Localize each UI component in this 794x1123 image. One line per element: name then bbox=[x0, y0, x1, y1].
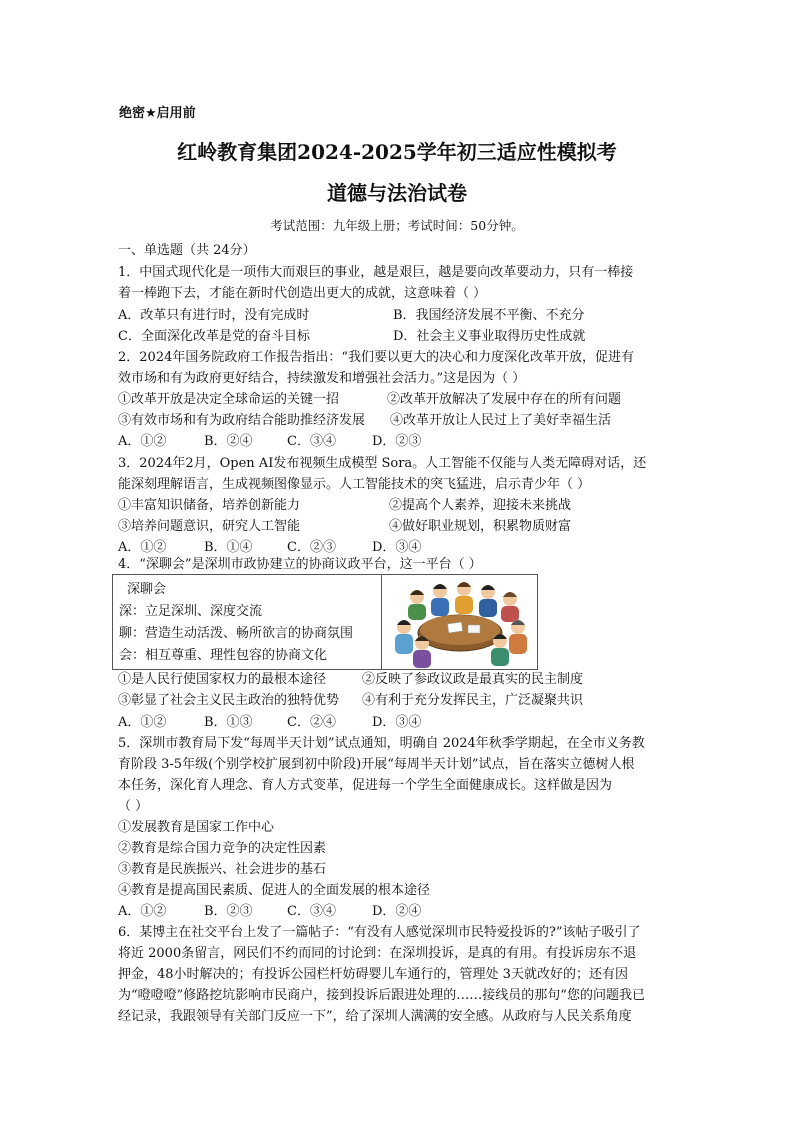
info-box-line-shen: 深：立足深圳、深度交流 bbox=[119, 604, 263, 619]
q3-stem-line1: 3．2024年2月，Open AI发布视频生成模型 Sora。人工智能不仅能与人类无障碍对话，还 bbox=[118, 456, 647, 471]
q3-statement-2: ②提高个人素养，迎接未来挑战 bbox=[389, 498, 572, 513]
q4-statement-2: ②反映了参政议政是最真实的民主制度 bbox=[362, 672, 584, 687]
info-box-text-cell bbox=[113, 575, 382, 669]
q2-statement-2: ②改革开放解决了发展中存在的所有问题 bbox=[387, 392, 622, 407]
q5-statement-3: ③教育是民族振兴、社会进步的基石 bbox=[118, 862, 327, 877]
q5-option-a: A．①② bbox=[118, 904, 167, 919]
secret-mark: 绝密★启用前 bbox=[119, 106, 196, 121]
q5-stem-line1: 5．深圳市教育局下发“每周半天计划”试点通知，明确自 2024年秋季学期起，在全市义务教 bbox=[118, 736, 645, 751]
q1-option-a: A．改革只有进行时，没有完成时 bbox=[118, 308, 310, 323]
q5-stem-line2: 育阶段 3-5年级(个别学校扩展到初中阶段)开展“每周半天计划”试点，旨在落实立德树人根 bbox=[118, 757, 635, 772]
q2-statement-1: ①改革开放是决定全球命运的关键一招 bbox=[118, 392, 340, 407]
q3-statement-1: ①丰富知识储备，培养创新能力 bbox=[118, 498, 301, 513]
q3-statement-3: ③培养问题意识，研究人工智能 bbox=[118, 519, 301, 534]
meeting-illustration bbox=[382, 575, 537, 669]
exam-range: 考试范围：九年级上册；考试时间：50分钟。 bbox=[270, 218, 524, 233]
q5-option-b: B．②③ bbox=[204, 904, 253, 919]
subject-title: 道德与法治试卷 bbox=[327, 181, 467, 205]
q3-option-a: A．①② bbox=[118, 540, 167, 555]
q1-option-d: D．社会主义事业取得历史性成就 bbox=[393, 329, 586, 344]
q5-option-c: C．③④ bbox=[287, 904, 336, 919]
q5-stem-line4: （ ） bbox=[118, 799, 149, 814]
q5-stem-line3: 本任务，深化育人理念、育人方式变革，促进每一个学生全面健康成长。这样做是因为 bbox=[118, 778, 613, 793]
q6-stem-line5: 经记录，我跟领导有关部门反应一下”，给了深圳人满满的安全感。从政府与人民关系角度 bbox=[118, 1009, 632, 1024]
q1-option-c: C．全面深化改革是党的奋斗目标 bbox=[118, 329, 310, 344]
q5-statement-1: ①发展教育是国家工作中心 bbox=[118, 820, 275, 835]
q2-stem-line1: 2．2024年国务院政府工作报告指出：“我们要以更大的决心和力度深化改革开放，促进有 bbox=[118, 350, 635, 365]
q4-statement-4: ④有利于充分发挥民主，广泛凝聚共识 bbox=[362, 693, 584, 708]
q4-option-a: A．①② bbox=[118, 715, 167, 730]
q2-option-c: C．③④ bbox=[287, 434, 336, 449]
q3-statement-4: ④做好职业规划，积累物质财富 bbox=[389, 519, 572, 534]
round-table-meeting-image bbox=[382, 575, 537, 669]
q3-option-b: B．①④ bbox=[204, 540, 253, 555]
q1-stem-line1: 1．中国式现代化是一项伟大而艰巨的事业，越是艰巨，越是要向改革要动力，只有一棒接 bbox=[118, 265, 634, 280]
section-heading: 一、单选题（共 24分） bbox=[118, 243, 256, 258]
q5-statement-4: ④教育是提高国民素质、促进人的全面发展的根本途径 bbox=[118, 883, 431, 898]
q4-option-d: D．③④ bbox=[372, 715, 422, 730]
exam-title: 红岭教育集团2024-2025学年初三适应性模拟考 bbox=[177, 140, 617, 164]
q6-stem-line2: 将近 2000条留言，网民们不约而同的讨论到：在深圳投诉，是真的有用。有投诉房东不退 bbox=[118, 946, 637, 961]
q2-option-b: B．②④ bbox=[204, 434, 253, 449]
q2-option-a: A．①② bbox=[118, 434, 167, 449]
q4-statement-1: ①是人民行使国家权力的最根本途径 bbox=[118, 672, 327, 687]
q1-option-b: B．我国经济发展不平衡、不充分 bbox=[393, 308, 585, 323]
q5-statement-2: ②教育是综合国力竞争的决定性因素 bbox=[118, 841, 327, 856]
q2-option-d: D．②③ bbox=[372, 434, 422, 449]
q4-statement-3: ③彰显了社会主义民主政治的独特优势 bbox=[118, 693, 340, 708]
q2-stem-line2: 效市场和有为政府更好结合，持续激发和增强社会活力。”这是因为（ ） bbox=[118, 371, 526, 386]
q3-stem-line2: 能深刻理解语言，生成视频图像显示。人工智能技术的突飞猛进，启示青少年（ ） bbox=[118, 477, 591, 492]
shenliaohui-info-box bbox=[112, 574, 538, 670]
info-box-line-liao: 聊：营造生动活泼、畅所欲言的协商氛围 bbox=[119, 626, 354, 641]
q6-stem-line3: 押金，48小时解决的；有投诉公园栏杆妨碍婴儿车通行的，管理处 3天就改好的；还有因 bbox=[118, 967, 628, 982]
info-box-title: 深聊会 bbox=[127, 582, 167, 597]
q1-stem-line2: 着一棒跑下去，才能在新时代创造出更大的成就，这意味着（ ） bbox=[118, 286, 487, 301]
q3-option-d: D．③④ bbox=[372, 540, 422, 555]
q4-stem-line1: 4．“深聊会”是深圳市政协建立的协商议政平台，这一平台（ ） bbox=[118, 557, 482, 572]
q4-option-b: B．①③ bbox=[204, 715, 253, 730]
q6-stem-line1: 6．某博主在社交平台上发了一篇帖子：“有没有人感觉深圳市民特爱投诉的?”该帖子吸引了 bbox=[118, 925, 641, 940]
q3-option-c: C．②③ bbox=[287, 540, 336, 555]
info-box-line-hui: 会：相互尊重、理性包容的协商文化 bbox=[119, 648, 328, 663]
q2-statement-3: ③有效市场和有为政府结合能助推经济发展 bbox=[118, 413, 366, 428]
q6-stem-line4: 为“噔噔噔”修路挖坑影响市民商户，接到投诉后跟进处理的……接线员的那句“您的问题我已 bbox=[118, 988, 645, 1003]
q2-statement-4: ④改革开放让人民过上了美好幸福生活 bbox=[390, 413, 612, 428]
q5-option-d: D．②④ bbox=[372, 904, 422, 919]
q4-option-c: C．②④ bbox=[287, 715, 336, 730]
